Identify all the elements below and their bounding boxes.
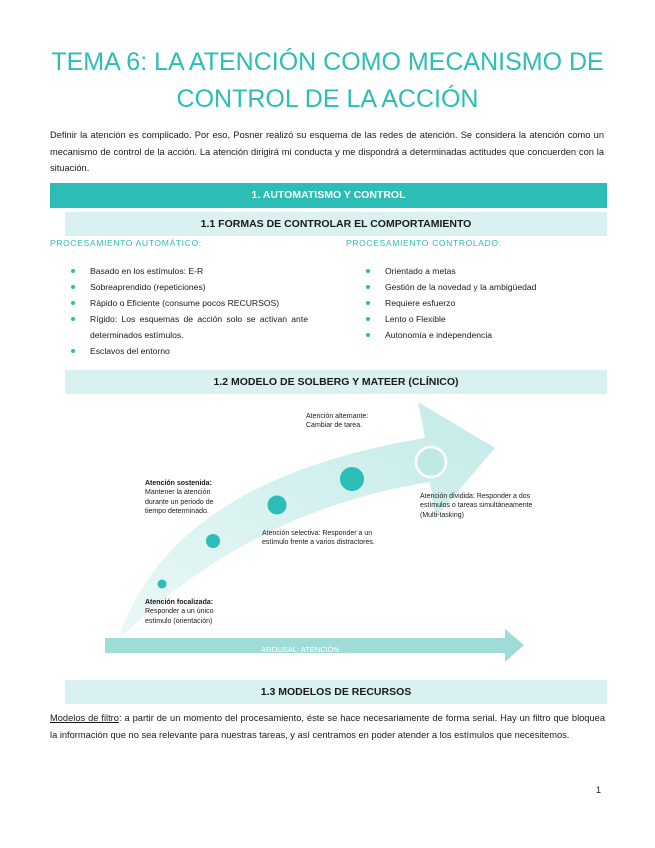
list-item: Orientado a metas [366, 263, 536, 279]
filter-models-term: Modelos de filtro [50, 713, 119, 723]
intro-paragraph: Definir la atención es complicado. Por eso, Posner realizó su esquema de las redes de atención. Se considera la atención como un mecanismo de control de la acción. La atención dirigirá mi conducta y me dispondrá a determinadas actitudes que concuerden con la situación. [50, 130, 604, 173]
list-item: Requiere esfuerzo [366, 295, 536, 311]
stage-label-dividida [420, 492, 535, 520]
stage-marker-selectiva [268, 496, 287, 515]
filter-models-paragraph [50, 710, 605, 743]
controlled-processing-list [366, 263, 536, 343]
stage-marker-focalizada [158, 580, 167, 589]
list-item: Gestión de la novedad y la ambigüedad [366, 279, 536, 295]
list-item: Rápido o Eficiente (consume pocos RECURSOS) [71, 295, 308, 311]
stage-title: Atención alternante: [306, 413, 369, 420]
stage-title: Atención selectiva: [262, 530, 321, 537]
automatic-processing-list [71, 263, 308, 359]
arousal-arrowhead [505, 629, 524, 662]
stage-desc: Responder a un único estímulo (orientación) [145, 608, 214, 625]
list-item: Rígido: Los esquemas de acción solo se activan ante determinados estímulos. [71, 311, 308, 343]
page-title: TEMA 6: LA ATENCIÓN COMO MECANISMO DE CONTROL DE LA ACCIÓN [51, 48, 604, 113]
stage-marker-alternante [340, 467, 364, 491]
stage-label-selectiva [262, 529, 377, 548]
stage-marker-dividida [416, 447, 446, 477]
list-item: Autonomía e independencia [366, 327, 536, 343]
stage-title: Atención focalizada: [145, 599, 214, 606]
arousal-axis-label: AROUSAL: ATENCIÓN [261, 645, 339, 654]
stage-desc: Responder a dos estímulos o tareas simultáneamente (Multi-tasking) [420, 493, 533, 519]
stage-title: Atención sostenida: [145, 480, 212, 487]
list-item: Lento o Flexible [366, 311, 536, 327]
stage-desc: Cambiar de tarea. [306, 422, 363, 430]
stage-desc: Mantener la atención durante un periodo de tiempo determinado. [145, 489, 214, 516]
heading-procesamiento-automatico: PROCESAMIENTO AUTOMÁTICO: [50, 238, 202, 248]
stage-title: Atención dividida: [420, 493, 475, 500]
page-number: 1 [596, 785, 602, 795]
subsection-heading-formas: 1.1 FORMAS DE CONTROLAR EL COMPORTAMIENTO [65, 212, 607, 236]
stage-label-alternante [306, 412, 376, 431]
filter-models-text: : a partir de un momento del procesamiento, éste se hace necesariamente de forma serial. Hay un filtro que bloquea la información que no sea relevante para nuestras tareas, y así centramos en poder atender a los estímulos que necesitemos. [50, 713, 605, 740]
subsection-heading-recursos: 1.3 MODELOS DE RECURSOS [65, 680, 607, 704]
heading-procesamiento-controlado: PROCESAMIENTO CONTROLADO: [346, 238, 502, 248]
stage-label-sostenida [145, 479, 235, 517]
stage-desc: Responder a un estímulo frente a varios distractores. [262, 530, 375, 547]
list-item: Basado en los estímulos: E-R [71, 263, 308, 279]
section-heading-automatismo: 1. AUTOMATISMO Y CONTROL [50, 183, 607, 208]
stage-label-focalizada [145, 598, 235, 626]
list-item: Sobreaprendido (repeticiones) [71, 279, 308, 295]
subsection-heading-solberg: 1.2 MODELO DE SOLBERG Y MATEER (CLÍNICO) [65, 370, 607, 394]
list-item: Esclavos del entorno [71, 343, 308, 359]
stage-marker-sostenida [206, 534, 220, 548]
